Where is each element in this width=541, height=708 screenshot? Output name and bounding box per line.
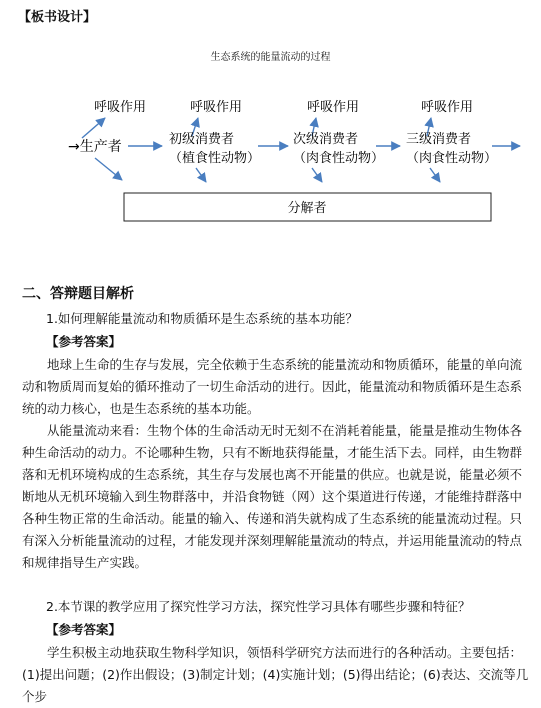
- secondary-consumer-note: （肉食性动物）: [293, 151, 385, 166]
- arrow-tertiary-decomposer: [430, 168, 440, 182]
- question-1: 1.如何理解能量流动和物质循环是生态系统的基本功能？: [46, 311, 358, 326]
- respiration-label: 呼吸作用: [421, 100, 474, 115]
- diagram-title: 生态系统的能量流动的过程: [210, 52, 331, 63]
- answer-1-paragraph-1: 地球上生命的生存与发展，完全依赖于生态系统的能量流动和物质循环，能量的单向流动和物质周而复始的循环推动了一切生命活动的进行。因此，能量流动和物质循环是生态系统的动力核心，也是生态系统的基本功能。: [22, 357, 523, 416]
- board-design-label: 【板书设计】: [18, 10, 97, 25]
- tertiary-consumer-note: （肉食性动物）: [406, 151, 498, 166]
- answer-1-paragraph-2: 从能量流动来看：生物个体的生命活动无时无刻不在消耗着能量，能量是推动生物体各种生命活动的动力。不论哪种生物，只有不断地获得能量，才能生活下去。同样，由生物群落和无机环境构成的生态系统，其生存与发展也离不开能量的供应。也就是说，能量必须不断地从无机环境输入到生物群落中，并沿食物链（网）这个渠道进行传递，才能维持群落中各种生物正常的生命活动。能量的输入、传递和消失就构成了生态系统的能量流动过程。只有深入分析能量流动的过程，才能发现并深刻理解能量流动的特点，并运用能量流动的特点和规律指导生产实践。: [22, 423, 523, 570]
- respiration-label: 呼吸作用: [94, 100, 147, 115]
- respiration-label: 呼吸作用: [307, 100, 360, 115]
- tertiary-consumer-label: 三级消费者: [406, 132, 472, 147]
- secondary-consumer-label: 次级消费者: [293, 132, 359, 147]
- primary-consumer-label: 初级消费者: [169, 132, 235, 147]
- producer-label: →生产者: [68, 139, 122, 155]
- question-2: 2.本节课的教学应用了探究性学习方法，探究性学习具体有哪些步骤和特征？: [46, 599, 471, 614]
- answer-2-label: 【参考答案】: [46, 622, 122, 637]
- arrow-primary-decomposer: [196, 168, 206, 182]
- answer-2-paragraph-1: 学生积极主动地获取生物科学知识，领悟科学研究方法而进行的各种活动。主要包括：(1)提出问题；(2)作出假设；(3)制定计划；(4)实施计划；(5)得出结论；(6)表达、交流等几个步: [22, 645, 529, 704]
- decomposer-label: 分解者: [287, 201, 327, 216]
- section-two-title: 二、答辩题目解析: [22, 286, 134, 302]
- answer-1-label: 【参考答案】: [46, 334, 122, 349]
- arrow-producer-decomposer: [95, 158, 122, 180]
- arrow-producer-respiration: [82, 118, 105, 138]
- respiration-label: 呼吸作用: [190, 100, 243, 115]
- primary-consumer-note: （植食性动物）: [169, 151, 261, 166]
- energy-flow-diagram: [0, 90, 541, 240]
- arrow-secondary-decomposer: [312, 168, 322, 182]
